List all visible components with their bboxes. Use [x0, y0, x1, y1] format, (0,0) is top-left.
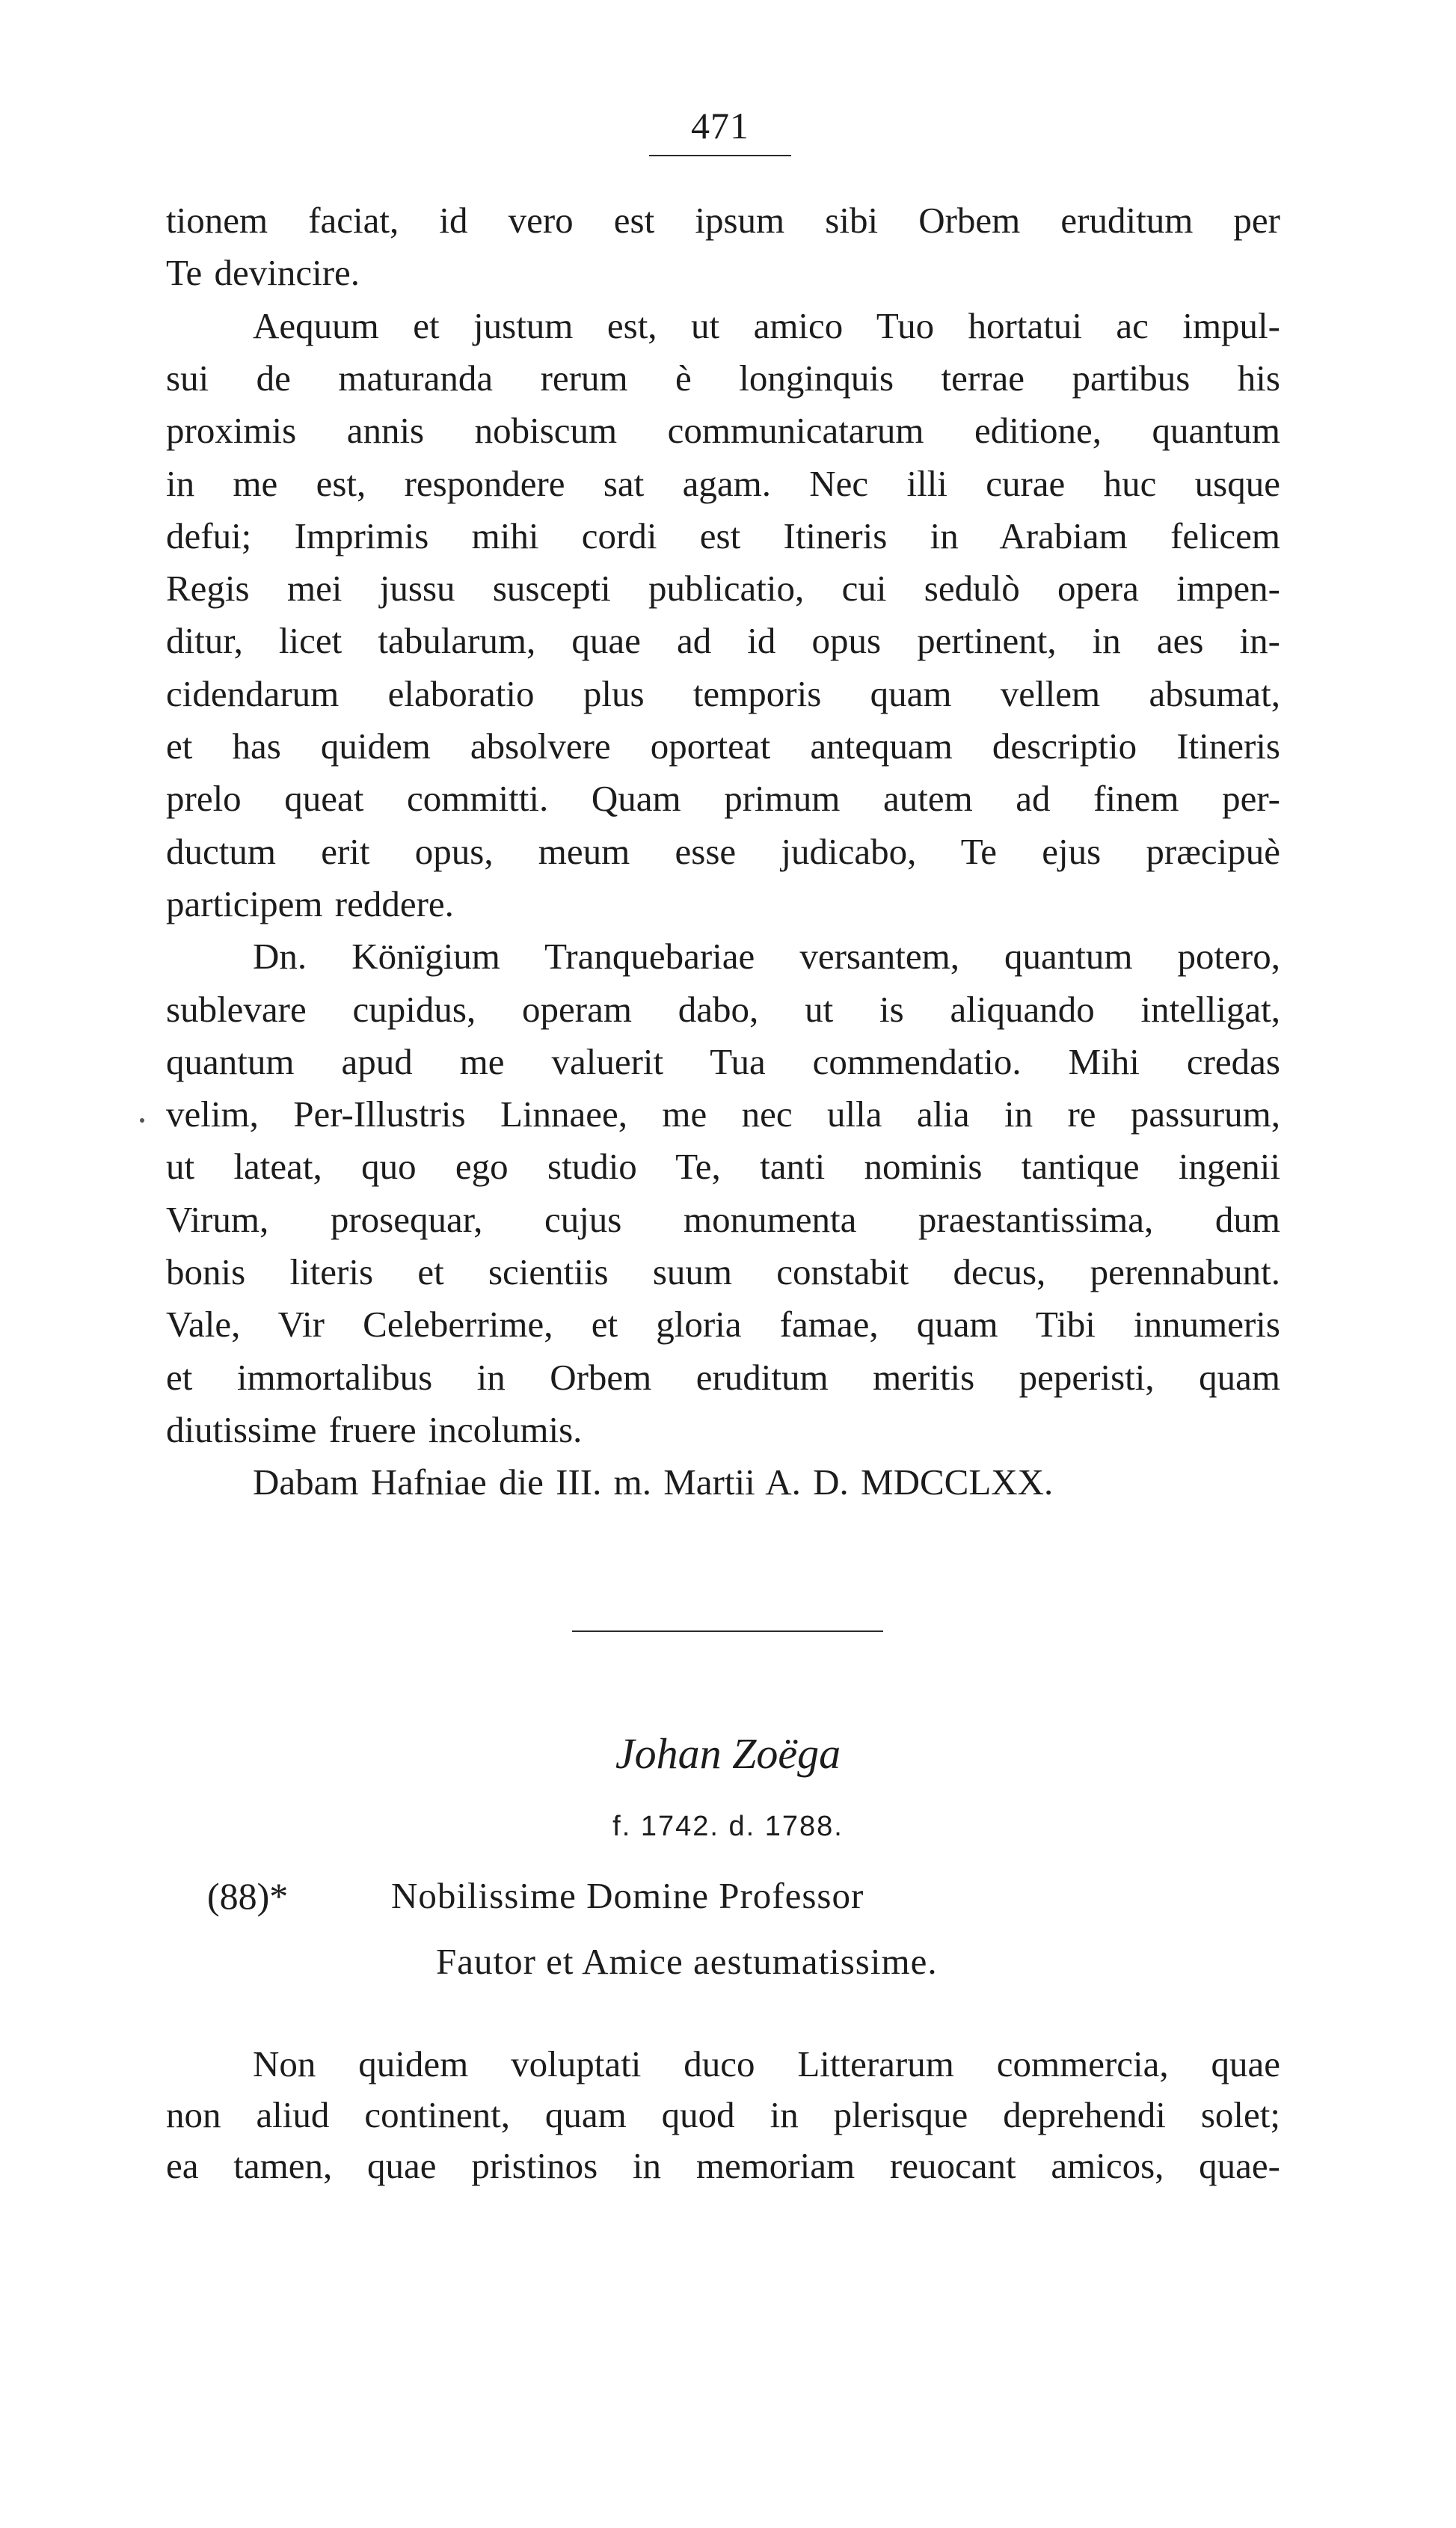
page-number-rule — [649, 155, 791, 156]
text-line: Dabam Hafniae die III. m. Martii A. D. MDCCLXX. — [253, 1461, 1054, 1503]
text-line: Virum, prosequar, cujus monumenta praestantissima, dum — [166, 1198, 1280, 1240]
text-line: diutissime fruere incolumis. — [166, 1408, 583, 1450]
text-line: sui de maturanda rerum è longinquis terrae partibus his — [166, 357, 1280, 399]
text-line: Vale, Vir Celeberrime, et gloria famae, quam Tibi innumeris — [166, 1304, 1280, 1346]
text-line: bonis literis et scientiis suum constabit decus, perennabunt. — [166, 1251, 1280, 1292]
text-line: in me est, respondere sat agam. Nec illi curae huc usque — [166, 462, 1280, 504]
page-number: 471 — [691, 105, 749, 147]
text-line: cidendarum elaboratio plus temporis quam vellem absumat, — [166, 672, 1280, 714]
text-line: ut lateat, quo ego studio Te, tanti nominis tantique ingenii — [166, 1146, 1280, 1188]
text-line: et immortalibus in Orbem eruditum meritis peperisti, quam — [166, 1356, 1280, 1398]
text-line: quantum apud me valuerit Tua commendatio. Mihi credas — [166, 1040, 1280, 1082]
text-line: Dn. Könïgium Tranquebariae versantem, quantum potero, — [253, 936, 1280, 978]
text-line: ea tamen, quae pristinos in memoriam reuocant amicos, quae- — [166, 2145, 1280, 2186]
author-dates: f. 1742. d. 1788. — [612, 1811, 844, 1842]
letter-number: (88)* — [207, 1875, 289, 1917]
margin-speck — [140, 1118, 144, 1123]
text-line: Regis mei jussu suscepti publicatio, cui sedulò opera impen- — [166, 568, 1280, 610]
author-name: Johan Zoëga — [615, 1729, 841, 1778]
text-line: et has quidem absolvere oporteat antequam descriptio Itineris — [166, 725, 1280, 767]
text-line: Te devincire. — [166, 252, 360, 294]
text-line: Aequum et justum est, ut amico Tuo hortatui ac impul- — [253, 304, 1280, 346]
text-line: proximis annis nobiscum communicatarum editione, quantum — [166, 410, 1280, 452]
text-line: tionem faciat, id vero est ipsum sibi Orbem eruditum per — [166, 200, 1280, 241]
text-line: participem reddere. — [166, 883, 454, 924]
text-line: ductum erit opus, meum esse judicabo, Te ejus præcipuè — [166, 830, 1280, 872]
text-line: Non quidem voluptati duco Litterarum commercia, quae — [253, 2043, 1280, 2084]
text-line: defui; Imprimis mihi cordi est Itineris in Arabiam felicem — [166, 515, 1280, 556]
text-line: sublevare cupidus, operam dabo, ut is aliquando intelligat, — [166, 988, 1280, 1030]
salutation-line-1: Nobilissime Domine Professor — [391, 1875, 864, 1916]
salutation-line-2: Fautor et Amice aestumatissime. — [436, 1941, 938, 1982]
text-line: ditur, licet tabularum, quae ad id opus pertinent, in aes in- — [166, 620, 1280, 662]
text-line: prelo queat committi. Quam primum autem ad finem per- — [166, 778, 1280, 820]
text-line: non aliud continent, quam quod in plerisque deprehendi solet; — [166, 2094, 1280, 2135]
section-divider — [572, 1630, 883, 1632]
text-line: velim, Per-Illustris Linnaee, me nec ulla alia in re passurum, — [166, 1093, 1280, 1135]
